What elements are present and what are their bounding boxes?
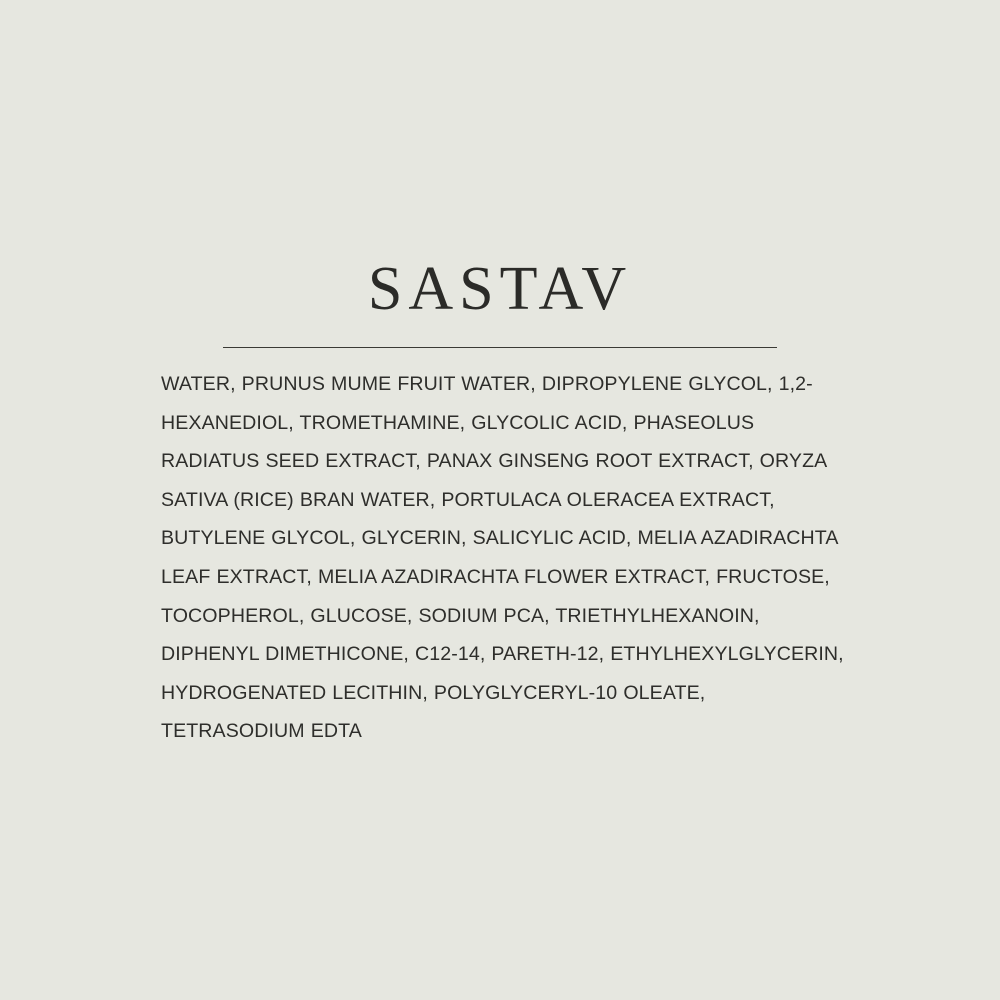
page-title: SASTAV [367, 255, 633, 323]
ingredients-list-text: WATER, PRUNUS MUME FRUIT WATER, DIPROPYLENE GLYCOL, 1,2-HEXANEDIOL, TROMETHAMINE, GLYCOLIC ACID, PHASEOLUS RADIATUS SEED EXTRACT, PANAX GINSENG ROOT EXTRACT, ORYZA SATIVA (RICE) BRAN WATER, PORTULACA OLERACEA EXTRACT, BUTYLENE GLYCOL, GLYCERIN, SALICYLIC ACID, MELIA AZADIRACHTA LEAF EXTRACT, MELIA AZADIRACHTA FLOWER EXTRACT, FRUCTOSE, TOCOPHEROL, GLUCOSE, SODIUM PCA, TRIETHYLHEXANOIN, DIPHENYL DIMETHICONE, C12-14, PARETH-12, ETHYLHEXYLGLYCERIN, HYDROGENATED LECITHIN, POLYGLYCERYL-10 OLEATE, TETRASODIUM EDTA [161, 373, 844, 743]
title-divider [223, 347, 777, 348]
